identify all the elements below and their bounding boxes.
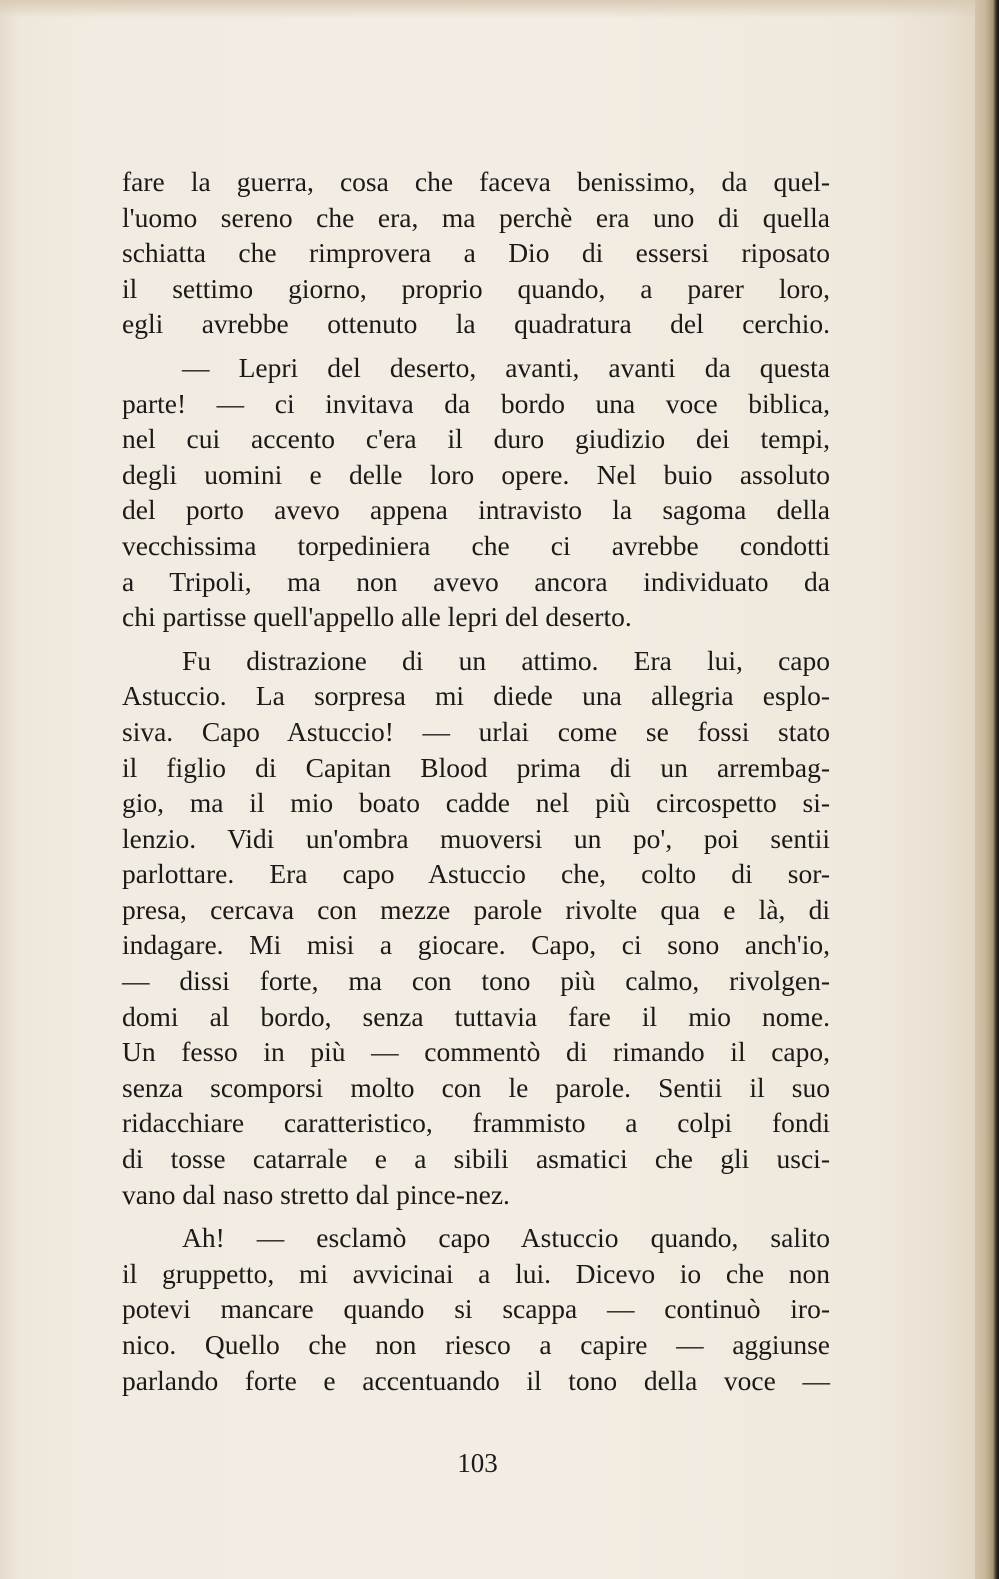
text-line: nico. Quello che non riesco a capire — aggiunse — [122, 1329, 830, 1360]
text-line: — dissi forte, ma con tono più calmo, rivolgen- — [122, 965, 830, 997]
paragraph-2 — [122, 350, 830, 635]
text-line: indagare. Mi misi a giocare. Capo, ci sono anch'io, — [122, 929, 830, 961]
text-line: parte! — ci invitava da bordo una voce biblica, — [122, 387, 830, 419]
text-line: di tosse catarrale e a sibili asmatici che gli usci- — [122, 1143, 830, 1175]
text-line: domi al bordo, senza tuttavia fare il mio nome. — [122, 1000, 830, 1032]
text-line: nel cui accento c'era il duro giudizio dei tempi, — [122, 423, 830, 455]
text-line: Ah! — esclamò capo Astuccio quando, salito — [182, 1222, 830, 1254]
text-line: potevi mancare quando si scappa — continuò iro- — [122, 1293, 830, 1325]
text-line: Un fesso in più — commentò di rimando il capo, — [122, 1036, 830, 1068]
text-line: — Lepri del deserto, avanti, avanti da questa — [182, 351, 830, 383]
text-line: il figlio di Capitan Blood prima di un arrembag- — [122, 751, 830, 783]
paragraph-4 — [122, 1220, 830, 1398]
paragraph-3 — [122, 643, 830, 1213]
text-line: egli avrebbe ottenuto la quadratura del cerchio. — [122, 308, 830, 340]
text-line: vecchissima torpediniera che ci avrebbe condotti — [122, 529, 830, 561]
body-text — [122, 164, 830, 1398]
book-spine-edge — [975, 0, 999, 1579]
text-line: Astuccio. La sorpresa mi diede una allegria esplo- — [122, 680, 830, 712]
text-line: del porto avevo appena intravisto la sagoma della — [122, 494, 830, 526]
text-line: vano dal naso stretto dal pince-nez. — [122, 1178, 510, 1210]
text-line: il gruppetto, mi avvicinai a lui. Dicevo io che non — [122, 1257, 830, 1289]
text-line: gio, ma il mio boato cadde nel più circospetto si- — [122, 787, 830, 819]
text-line: ridacchiare caratteristico, frammisto a colpi fondi — [122, 1107, 830, 1139]
text-line: chi partisse quell'appello alle lepri del deserto. — [122, 601, 632, 633]
paragraph-1 — [122, 164, 830, 342]
text-line: a Tripoli, ma non avevo ancora individuato da — [122, 565, 830, 597]
page-number: 103 — [457, 1448, 498, 1478]
text-line: parlottare. Era capo Astuccio che, colto di sor- — [122, 858, 830, 890]
text-line: il settimo giorno, proprio quando, a parer loro, — [122, 272, 830, 304]
text-line: parlando forte e accentuando il tono della voce — — [122, 1364, 830, 1396]
text-line: l'uomo sereno che era, ma perchè era uno di quella — [122, 201, 830, 233]
top-edge-shadow — [0, 0, 975, 18]
text-line: schiatta che rimprovera a Dio di essersi riposato — [122, 237, 830, 269]
text-line: degli uomini e delle loro opere. Nel buio assoluto — [122, 458, 830, 490]
text-line: Fu distrazione di un attimo. Era lui, capo — [182, 644, 830, 676]
text-line: lenzio. Vidi un'ombra muoversi un po', poi sentii — [122, 822, 830, 854]
text-line: siva. Capo Astuccio! — urlai come se fossi stato — [122, 715, 830, 747]
text-line: presa, cercava con mezze parole rivolte qua e là, di — [122, 893, 830, 925]
text-line: fare la guerra, cosa che faceva benissimo, da quel- — [122, 166, 830, 197]
text-line: senza scomporsi molto con le parole. Sentii il suo — [122, 1071, 830, 1103]
